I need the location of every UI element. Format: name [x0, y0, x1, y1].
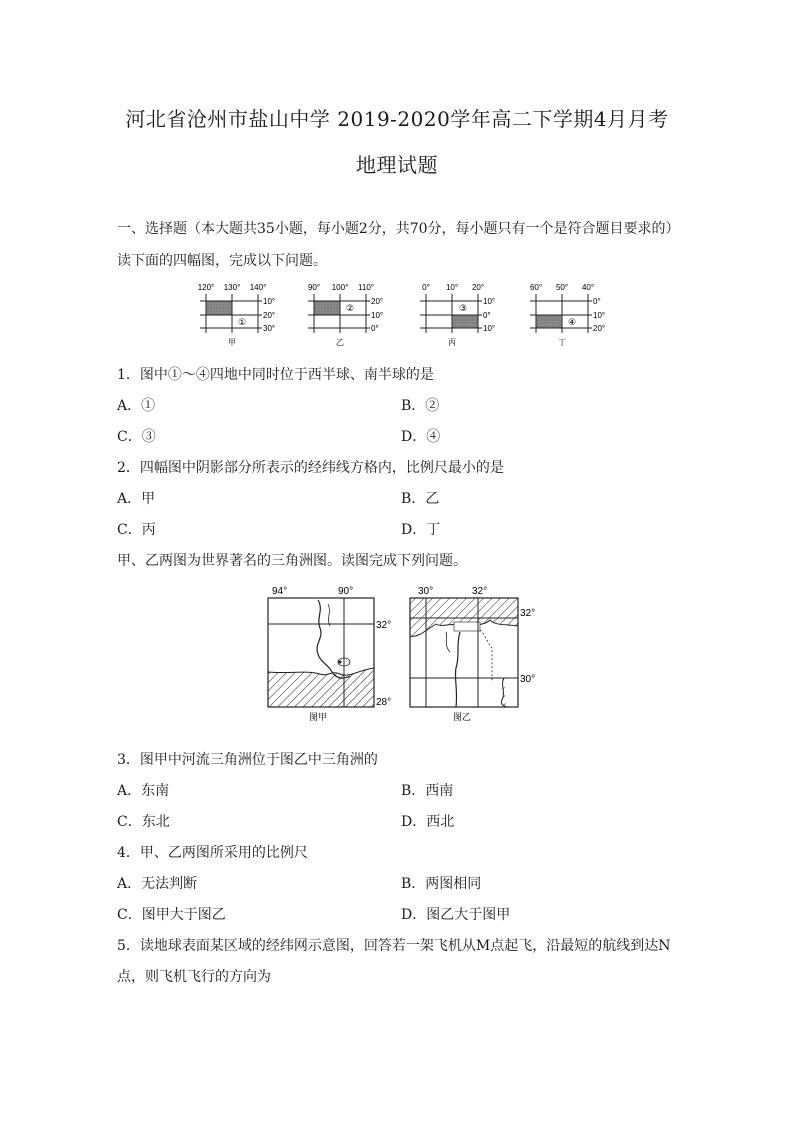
question-1-stem: 1．图中①～④四地中同时位于西半球、南半球的是 [117, 367, 434, 383]
q3-option-b[interactable]: B．西南 [401, 783, 454, 799]
tick-label: 20° [263, 311, 276, 320]
panel-jia [198, 283, 275, 347]
tick-label: 20° [371, 297, 384, 306]
q1-option-d[interactable]: D．④ [401, 429, 441, 445]
q1-option-a[interactable]: A．① [117, 398, 156, 414]
shaded-cell [452, 315, 478, 328]
tick-label: 32° [376, 620, 392, 631]
tick-label: 10° [483, 297, 496, 306]
q3-option-c[interactable]: C．东北 [117, 814, 170, 830]
tick-label: 0° [483, 311, 491, 320]
marker-3: ③ [459, 303, 468, 313]
tick-label: 0° [593, 297, 601, 306]
tick-label: 32° [472, 586, 488, 597]
q3-option-d[interactable]: D．西北 [401, 814, 455, 830]
page-subtitle: 地理试题 [356, 153, 438, 177]
tick-label: 120° [197, 283, 215, 292]
tick-label: 140° [249, 283, 267, 292]
shaded-cell [206, 301, 232, 315]
q3-option-a[interactable]: A．东南 [117, 783, 170, 799]
q1-option-b[interactable]: B．② [401, 398, 440, 414]
marker-2: ② [346, 303, 355, 313]
q4-option-a[interactable]: A．无法判断 [117, 876, 198, 892]
q4-option-d[interactable]: D．图乙大于图甲 [401, 907, 511, 923]
map-caption: 图乙 [452, 712, 472, 722]
tick-label: 30° [263, 324, 276, 333]
tick-label: 28° [376, 697, 392, 708]
tick-label: 0° [422, 283, 430, 292]
panel-yi [308, 283, 383, 347]
tick-label: 20° [593, 324, 606, 333]
tick-label: 30° [520, 674, 536, 685]
question-4-stem: 4．甲、乙两图所采用的比例尺 [117, 845, 308, 861]
q4-option-c[interactable]: C．图甲大于图乙 [117, 907, 226, 923]
map-caption: 图甲 [308, 712, 328, 722]
tick-label: 32° [520, 608, 536, 619]
panel-ding [530, 283, 605, 347]
q4-option-b[interactable]: B．两图相同 [401, 876, 482, 892]
q2-option-d[interactable]: D．丁 [401, 522, 441, 538]
panel-caption: 丙 [448, 338, 456, 347]
q2-option-c[interactable]: C．丙 [117, 522, 156, 538]
panel-bing [420, 283, 495, 347]
tick-label: 90° [307, 283, 321, 292]
panel-caption: 甲 [228, 338, 236, 347]
tick-label: 50° [555, 283, 569, 292]
tick-label: 10° [483, 324, 496, 333]
tick-label: 10° [593, 311, 606, 320]
q2-option-b[interactable]: B．乙 [401, 491, 440, 507]
tick-label: 60° [529, 283, 543, 292]
question-5-stem-line2: 点，则飞机飞行的方向为 [117, 969, 271, 985]
shaded-cell [314, 301, 340, 315]
map-yi [410, 586, 535, 722]
delta-maps-figure [258, 582, 548, 724]
shaded-cell [536, 315, 562, 328]
tick-label: 30° [418, 586, 434, 597]
q2-option-a[interactable]: A．甲 [117, 491, 156, 507]
tick-label: 10° [371, 311, 384, 320]
panel-caption: 乙 [336, 338, 344, 347]
question-5-stem-line1: 5．读地球表面某区域的经纬网示意图，回答若一架飞机从M点起飞，沿最短的航线到达N [117, 938, 671, 954]
tick-label: 40° [581, 283, 595, 292]
page-title: 河北省沧州市盐山中学 2019-2020学年高二下学期4月月考 [125, 107, 669, 131]
tick-label: 10° [263, 297, 276, 306]
tick-label: 94° [272, 586, 288, 597]
tick-label: 90° [338, 586, 354, 597]
intro-text-2: 甲、乙两图为世界著名的三角洲图。读图完成下列问题。 [117, 553, 467, 569]
section-heading: 一、选择题（本大题共35小题，每小题2分，共70分，每小题只有一个是符合题目要求的） [117, 221, 680, 237]
tick-label: 10° [445, 283, 459, 292]
tick-label: 0° [371, 324, 379, 333]
tick-label: 100° [331, 283, 349, 292]
graticule-figure [192, 280, 622, 348]
tick-label: 130° [223, 283, 241, 292]
map-jia [268, 586, 391, 722]
question-2-stem: 2．四幅图中阴影部分所表示的经纬线方格内，比例尺最小的是 [117, 460, 504, 476]
marker-1: ① [238, 317, 247, 327]
tick-label: 20° [471, 283, 485, 292]
river [317, 600, 350, 678]
marker-4: ④ [568, 317, 577, 327]
intro-text: 读下面的四幅图，完成以下问题。 [117, 253, 327, 269]
question-3-stem: 3．图甲中河流三角洲位于图乙中三角洲的 [117, 752, 378, 768]
river [455, 632, 460, 707]
panel-caption: 丁 [558, 338, 566, 347]
tick-label: 110° [358, 283, 374, 292]
q1-option-c[interactable]: C．③ [117, 429, 156, 445]
